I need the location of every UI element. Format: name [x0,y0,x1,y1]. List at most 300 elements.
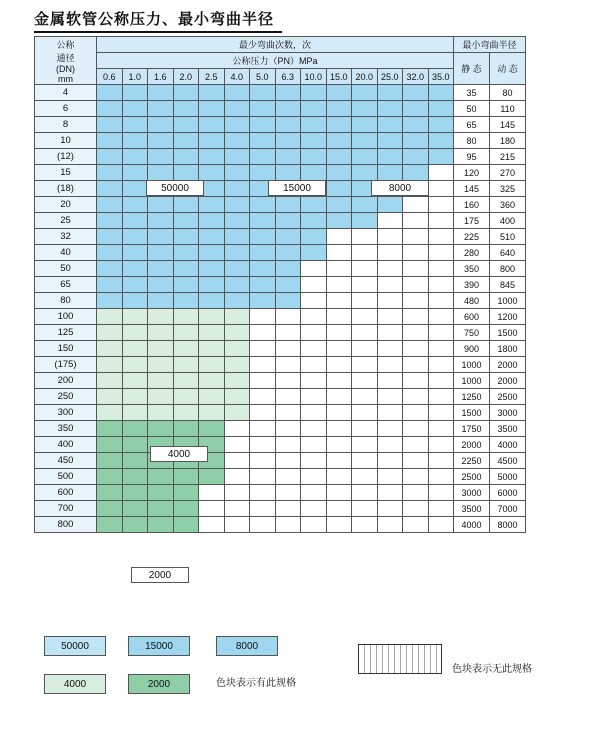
grid-cell [403,357,429,373]
grid-cell [377,437,403,453]
table-row [35,325,526,341]
grid-cell [428,373,454,389]
grid-cell [275,229,301,245]
grid-cell [97,101,123,117]
grid-cell [122,357,148,373]
grid-cell [250,229,276,245]
grid-cell [403,309,429,325]
dn-header-line-2: 通径 [56,52,75,63]
grid-cell [326,213,352,229]
grid-cell [199,117,225,133]
grid-cell [275,437,301,453]
dynamic-radius: 5000 [490,469,526,485]
table-row [35,389,526,405]
table-row [35,229,526,245]
dn-value: 450 [35,453,97,469]
grid-cell [173,133,199,149]
grid-cell [199,485,225,501]
grid-cell [301,517,327,533]
table-row [35,261,526,277]
grid-cell [275,469,301,485]
dn-value: 700 [35,501,97,517]
grid-cell [352,389,378,405]
overlay-label-50000: 50000 [146,180,204,196]
grid-cell [275,309,301,325]
grid-cell [224,181,250,197]
grid-cell [122,325,148,341]
grid-cell [199,85,225,101]
grid-cell [301,389,327,405]
grid-cell [148,277,174,293]
grid-cell [352,261,378,277]
grid-cell [326,133,352,149]
dynamic-radius: 2500 [490,389,526,405]
grid-cell [97,341,123,357]
grid-cell [97,149,123,165]
grid-cell [377,421,403,437]
grid-cell [352,213,378,229]
grid-cell [275,389,301,405]
grid-cell [326,181,352,197]
grid-cell [122,149,148,165]
grid-cell [173,309,199,325]
grid-cell [403,501,429,517]
pressure-header-5: 4.0 [224,69,250,85]
grid-cell [224,517,250,533]
dynamic-radius: 2000 [490,357,526,373]
grid-cell [97,133,123,149]
grid-cell [301,133,327,149]
grid-cell [173,357,199,373]
static-radius: 2000 [454,437,490,453]
grid-cell [173,213,199,229]
grid-cell [301,341,327,357]
grid-cell [173,389,199,405]
grid-cell [148,229,174,245]
grid-cell [428,325,454,341]
static-radius: 480 [454,293,490,309]
dynamic-radius: 110 [490,101,526,117]
grid-cell [224,85,250,101]
grid-cell [377,245,403,261]
grid-cell [275,165,301,181]
grid-cell [403,437,429,453]
grid-cell [403,421,429,437]
grid-cell [326,501,352,517]
grid-cell [326,197,352,213]
dn-value: 15 [35,165,97,181]
dynamic-radius: 510 [490,229,526,245]
grid-cell [428,165,454,181]
grid-cell [428,117,454,133]
pressure-header-10: 20.0 [352,69,378,85]
pressure-header-2: 1.6 [148,69,174,85]
grid-cell [301,197,327,213]
pressure-header-6: 5.0 [250,69,276,85]
grid-cell [352,357,378,373]
dynamic-radius: 2000 [490,373,526,389]
grid-cell [301,101,327,117]
grid-cell [148,405,174,421]
header-row-3-pressures [35,69,526,85]
grid-cell [173,85,199,101]
table-row [35,437,526,453]
hatch-swatch [358,644,442,674]
grid-cell [224,165,250,181]
grid-cell [428,453,454,469]
dynamic-radius: 1500 [490,325,526,341]
grid-cell [122,293,148,309]
grid-cell [275,261,301,277]
grid-cell [377,501,403,517]
grid-cell [301,277,327,293]
dn-header-line-3: (DN) [56,63,75,74]
grid-cell [97,373,123,389]
grid-cell [224,469,250,485]
grid-cell [122,101,148,117]
grid-cell [122,405,148,421]
grid-cell [377,261,403,277]
legend-item-0 [44,636,106,656]
grid-cell [275,133,301,149]
grid-cell [403,229,429,245]
dynamic-radius: 80 [490,85,526,101]
grid-cell [199,389,225,405]
grid-cell [326,261,352,277]
grid-cell [97,453,123,469]
grid-cell [173,165,199,181]
grid-cell [428,101,454,117]
static-radius: 900 [454,341,490,357]
grid-cell [301,149,327,165]
grid-cell [326,117,352,133]
grid-cell [326,469,352,485]
grid-cell [326,277,352,293]
grid-cell [275,485,301,501]
dynamic-radius: 640 [490,245,526,261]
grid-cell [250,421,276,437]
dn-value: 80 [35,293,97,309]
pressure-header-3: 2.0 [173,69,199,85]
grid-cell [428,389,454,405]
grid-cell [173,229,199,245]
grid-cell [173,325,199,341]
grid-cell [173,197,199,213]
grid-cell [97,325,123,341]
static-radius: 35 [454,85,490,101]
grid-cell [403,245,429,261]
static-radius: 350 [454,261,490,277]
grid-cell [275,405,301,421]
grid-cell [199,245,225,261]
static-radius: 175 [454,213,490,229]
grid-cell [148,517,174,533]
grid-cell [428,85,454,101]
grid-cell [403,405,429,421]
static-radius: 2250 [454,453,490,469]
grid-cell [275,293,301,309]
grid-cell [428,149,454,165]
grid-cell [250,517,276,533]
grid-cell [377,149,403,165]
static-radius: 280 [454,245,490,261]
table-row [35,405,526,421]
pressure-header-11: 25.0 [377,69,403,85]
dn-value: 8 [35,117,97,133]
grid-cell [199,341,225,357]
grid-cell [403,213,429,229]
grid-cell [122,373,148,389]
grid-cell [250,133,276,149]
grid-cell [224,389,250,405]
grid-cell [250,341,276,357]
grid-cell [97,117,123,133]
grid-cell [224,245,250,261]
grid-cell [148,101,174,117]
grid-cell [122,181,148,197]
grid-cell [250,469,276,485]
grid-cell [199,213,225,229]
grid-cell [199,405,225,421]
grid-cell [301,261,327,277]
grid-cell [250,373,276,389]
grid-cell [301,293,327,309]
grid-cell [224,373,250,389]
table-row [35,421,526,437]
grid-cell [122,245,148,261]
grid-cell [173,341,199,357]
grid-cell [173,501,199,517]
grid-cell [275,501,301,517]
grid-cell [224,117,250,133]
grid-cell [403,469,429,485]
grid-cell [122,341,148,357]
dynamic-radius: 1200 [490,309,526,325]
grid-cell [377,309,403,325]
grid-cell [97,469,123,485]
grid-cell [173,261,199,277]
grid-cell [97,437,123,453]
grid-cell [428,341,454,357]
grid-cell [275,421,301,437]
grid-cell [173,485,199,501]
grid-cell [199,277,225,293]
grid-cell [97,261,123,277]
grid-cell [173,101,199,117]
static-radius: 160 [454,197,490,213]
grid-cell [352,405,378,421]
grid-cell [97,501,123,517]
grid-cell [199,325,225,341]
grid-cell [403,453,429,469]
grid-cell [224,485,250,501]
static-radius: 1000 [454,357,490,373]
grid-cell [199,421,225,437]
grid-cell [377,229,403,245]
table-row [35,197,526,213]
grid-cell [148,293,174,309]
static-header: 静 态 [454,53,490,85]
grid-cell [428,421,454,437]
grid-cell [403,293,429,309]
legend-item-3 [44,674,106,694]
grid-cell [224,309,250,325]
dynamic-radius: 3500 [490,421,526,437]
grid-cell [97,405,123,421]
pressure-header-7: 6.3 [275,69,301,85]
grid-cell [122,309,148,325]
grid-cell [148,485,174,501]
grid-cell [428,405,454,421]
static-radius: 600 [454,309,490,325]
overlay-label-2000: 2000 [131,567,189,583]
grid-cell [377,469,403,485]
grid-cell [377,165,403,181]
dn-value: 6 [35,101,97,117]
grid-cell [224,421,250,437]
grid-cell [97,229,123,245]
grid-cell [326,389,352,405]
pressure-header-0: 0.6 [97,69,123,85]
dn-value: 300 [35,405,97,421]
grid-cell [148,357,174,373]
grid-cell [199,197,225,213]
grid-cell [377,293,403,309]
grid-cell [352,421,378,437]
grid-cell [352,133,378,149]
static-radius: 1750 [454,421,490,437]
grid-cell [199,229,225,245]
grid-cell [250,149,276,165]
dynamic-radius: 7000 [490,501,526,517]
grid-cell [97,277,123,293]
table-row [35,357,526,373]
grid-cell [377,85,403,101]
dynamic-radius: 4000 [490,437,526,453]
grid-cell [377,101,403,117]
dn-value: 250 [35,389,97,405]
grid-cell [403,261,429,277]
table-row [35,277,526,293]
grid-cell [148,245,174,261]
table-row [35,85,526,101]
grid-cell [224,453,250,469]
table-row [35,165,526,181]
grid-cell [301,117,327,133]
pressure-header-8: 10.0 [301,69,327,85]
dynamic-radius: 800 [490,261,526,277]
grid-cell [250,405,276,421]
grid-cell [173,277,199,293]
grid-cell [326,421,352,437]
table-row [35,453,526,469]
grid-cell [97,165,123,181]
grid-cell [301,85,327,101]
dn-value: 200 [35,373,97,389]
dn-value: 40 [35,245,97,261]
pressure-header-9: 15.0 [326,69,352,85]
dn-header-line-1: 公称 [56,39,75,50]
grid-cell [377,197,403,213]
grid-cell [122,85,148,101]
grid-cell [275,277,301,293]
pn-header: 公称压力（PN）MPa [97,53,454,69]
grid-cell [428,277,454,293]
grid-cell [428,501,454,517]
grid-cell [97,293,123,309]
grid-cell [122,485,148,501]
grid-cell [224,229,250,245]
grid-cell [428,485,454,501]
grid-cell [275,101,301,117]
legend-swatch-8000: 8000 [216,636,278,656]
grid-cell [122,229,148,245]
table-head [35,37,526,85]
pressure-header-1: 1.0 [122,69,148,85]
table-row [35,213,526,229]
grid-cell [352,325,378,341]
legend-note-hatch: 色块表示无此规格 [452,664,532,675]
grid-cell [275,453,301,469]
grid-cell [326,309,352,325]
static-radius: 1000 [454,373,490,389]
grid-cell [250,101,276,117]
grid-cell [275,149,301,165]
static-radius: 2500 [454,469,490,485]
grid-cell [224,197,250,213]
grid-cell [301,501,327,517]
grid-cell [301,245,327,261]
legend-swatch-4000: 4000 [44,674,106,694]
static-radius: 50 [454,101,490,117]
dn-value: 25 [35,213,97,229]
grid-cell [173,149,199,165]
grid-cell [199,101,225,117]
grid-cell [301,309,327,325]
grid-cell [377,453,403,469]
legend-item-4 [128,674,190,694]
grid-cell [377,517,403,533]
grid-cell [377,485,403,501]
dn-value: 350 [35,421,97,437]
dynamic-radius: 1800 [490,341,526,357]
dn-value: 800 [35,517,97,533]
dynamic-radius: 3000 [490,405,526,421]
legend-item-1 [128,636,190,656]
grid-cell [97,389,123,405]
grid-cell [275,85,301,101]
static-radius: 95 [454,149,490,165]
dynamic-radius: 1000 [490,293,526,309]
grid-cell [326,405,352,421]
grid-cell [199,309,225,325]
dynamic-radius: 270 [490,165,526,181]
grid-cell [173,117,199,133]
grid-cell [326,453,352,469]
dn-value: 65 [35,277,97,293]
table-row [35,517,526,533]
overlay-label-15000: 15000 [268,180,326,196]
grid-cell [122,197,148,213]
dynamic-radius: 325 [490,181,526,197]
dn-value: (18) [35,181,97,197]
grid-cell [428,469,454,485]
grid-cell [148,325,174,341]
grid-cell [148,149,174,165]
grid-cell [352,437,378,453]
table-row [35,373,526,389]
grid-cell [352,149,378,165]
